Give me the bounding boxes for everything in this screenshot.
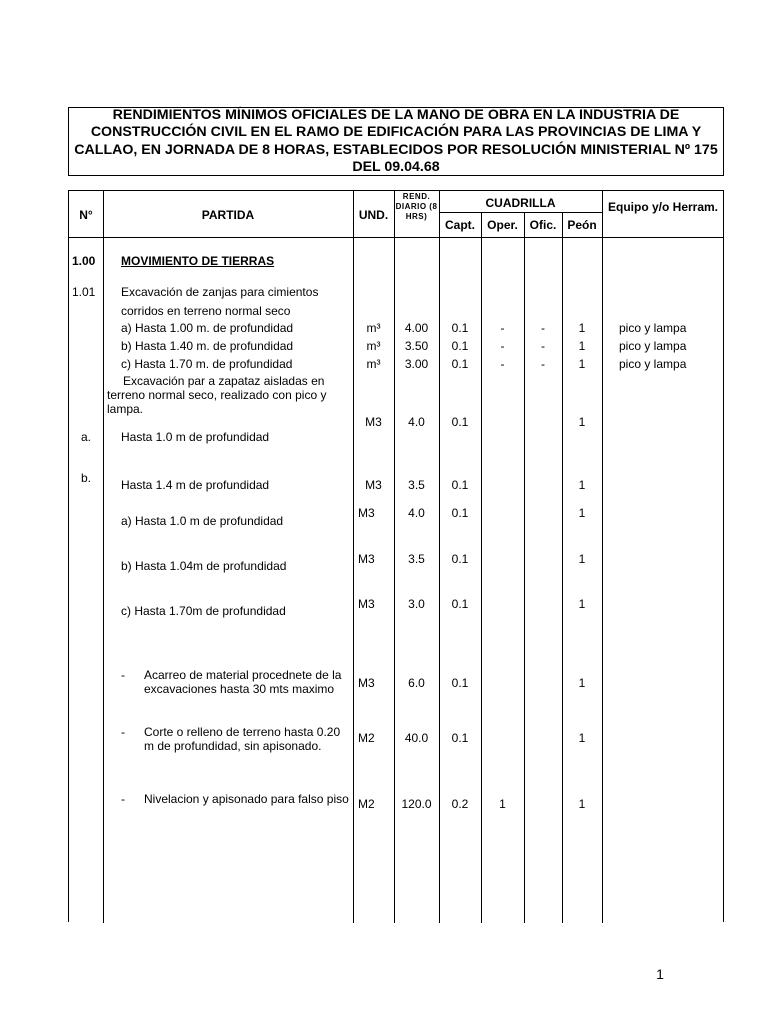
row-capt: 0.1 bbox=[451, 357, 469, 371]
row-letter: b. bbox=[81, 471, 92, 485]
header-ofic: Ofic. bbox=[529, 218, 557, 232]
row-ofic: - bbox=[541, 339, 545, 353]
row-peon: 1 bbox=[578, 552, 586, 566]
row-capt: 0.1 bbox=[451, 478, 469, 492]
row-rend: 3.50 bbox=[404, 339, 429, 353]
row-unit: M3 bbox=[358, 676, 375, 690]
header-oper: Oper. bbox=[487, 218, 518, 232]
row-capt: 0.1 bbox=[451, 731, 469, 745]
item-description-line: Excavación de zanjas para cimientos bbox=[121, 285, 319, 299]
row-peon: 1 bbox=[578, 597, 586, 611]
header-capt: Capt. bbox=[445, 218, 475, 232]
col-divider bbox=[481, 212, 482, 923]
row-unit: M3 bbox=[358, 552, 375, 566]
col-divider bbox=[602, 191, 603, 923]
row-rend: 6.0 bbox=[408, 676, 425, 690]
cuadrilla-divider bbox=[439, 212, 602, 213]
col-divider bbox=[103, 191, 104, 923]
row-peon: 1 bbox=[578, 478, 586, 492]
row-rend: 3.0 bbox=[408, 597, 425, 611]
header-n: N° bbox=[79, 208, 93, 222]
header-und: UND. bbox=[358, 208, 389, 222]
header-bottom-line bbox=[69, 237, 724, 238]
row-peon: 1 bbox=[578, 321, 586, 335]
row-peon: 1 bbox=[578, 357, 586, 371]
document-title: RENDIMIENTOS MÍNIMOS OFICIALES DE LA MANO DE OBRA EN LA INDUSTRIA DE CONSTRUCCIÓN CIVIL EN EL RAMO DE EDIFICACIÓN PARA LAS PROVINCIAS DE LIMA Y CALLAO, EN JORNADA DE 8 HORAS, ESTABLECIDOS POR RESOLUCIÓN MINISTERIAL Nº 175 DEL 09.04.68 bbox=[74, 106, 718, 175]
row-description: a) Hasta 1.0 m de profundidad bbox=[121, 514, 284, 528]
item-number: 1.01 bbox=[72, 285, 96, 299]
row-unit: m³ bbox=[366, 321, 381, 335]
row-unit: M2 bbox=[358, 731, 375, 745]
row-unit: M3 bbox=[365, 478, 382, 492]
row-description: Acarreo de material procednete de la excavaciones hasta 30 mts maximo bbox=[144, 668, 342, 696]
row-capt: 0.2 bbox=[451, 797, 469, 811]
row-unit: M2 bbox=[358, 797, 375, 811]
header-peon: Peón bbox=[567, 218, 597, 232]
row-peon: 1 bbox=[578, 676, 586, 690]
row-rend: 4.00 bbox=[404, 321, 429, 335]
row-peon: 1 bbox=[578, 506, 586, 520]
header-rend: REND. DIARIO (8 HRS) bbox=[395, 192, 438, 221]
row-capt: 0.1 bbox=[451, 506, 469, 520]
row-description: Corte o relleno de terreno hasta 0.20 m de profundidad, sin apisonado. bbox=[144, 725, 341, 753]
row-rend: 3.5 bbox=[408, 552, 425, 566]
row-bullet: - bbox=[121, 792, 125, 806]
row-description: a) Hasta 1.00 m. de profundidad bbox=[121, 321, 294, 335]
row-description: Hasta 1.0 m de profundidad bbox=[121, 430, 270, 444]
row-rend: 3.00 bbox=[404, 357, 429, 371]
row-capt: 0.1 bbox=[451, 552, 469, 566]
row-description: Nivelacion y apisonado para falso piso bbox=[144, 792, 349, 806]
row-peon: 1 bbox=[578, 415, 586, 429]
row-oper: - bbox=[500, 339, 505, 353]
row-unit: M3 bbox=[358, 597, 375, 611]
row-capt: 0.1 bbox=[451, 415, 469, 429]
row-description: c) Hasta 1.70m de profundidad bbox=[121, 604, 286, 618]
page-number: 1 bbox=[656, 966, 664, 982]
header-partida: PARTIDA bbox=[201, 208, 255, 222]
row-oper: - bbox=[500, 321, 505, 335]
col-divider bbox=[562, 212, 563, 923]
section-number: 1.00 bbox=[72, 254, 96, 268]
row-description: c) Hasta 1.70 m. de profundidad bbox=[121, 357, 293, 371]
row-bullet: - bbox=[121, 725, 125, 739]
row-letter: a. bbox=[81, 430, 92, 444]
item-description-line: corridos en terreno normal seco bbox=[121, 304, 291, 318]
row-description: b) Hasta 1.04m de profundidad bbox=[121, 559, 287, 573]
row-capt: 0.1 bbox=[451, 676, 469, 690]
row-capt: 0.1 bbox=[451, 339, 469, 353]
row-bullet: - bbox=[121, 668, 125, 682]
row-equipo: pico y lampa bbox=[619, 321, 687, 335]
row-peon: 1 bbox=[578, 731, 586, 745]
row-unit: M3 bbox=[365, 415, 382, 429]
row-unit: m³ bbox=[366, 357, 381, 371]
row-rend: 4.0 bbox=[408, 415, 425, 429]
row-oper: - bbox=[500, 357, 505, 371]
row-peon: 1 bbox=[578, 797, 586, 811]
rendimientos-table bbox=[68, 190, 724, 922]
zapatas-description: Excavación par a zapataz aisladas en terreno normal seco, realizado con pico y lampa. bbox=[107, 374, 327, 416]
row-rend: 3.5 bbox=[408, 478, 425, 492]
row-unit: m³ bbox=[366, 339, 381, 353]
document-title-box bbox=[68, 107, 724, 176]
row-description: b) Hasta 1.40 m. de profundidad bbox=[121, 339, 294, 353]
row-unit: M3 bbox=[358, 506, 375, 520]
header-equipo: Equipo y/o Herram. bbox=[607, 200, 719, 214]
row-ofic: - bbox=[541, 357, 545, 371]
row-rend: 4.0 bbox=[408, 506, 425, 520]
row-peon: 1 bbox=[578, 339, 586, 353]
row-oper: 1 bbox=[499, 797, 506, 811]
header-cuadrilla: CUADRILLA bbox=[485, 196, 556, 210]
col-divider bbox=[353, 191, 354, 923]
section-name: MOVIMIENTO DE TIERRAS bbox=[121, 254, 275, 268]
row-rend: 40.0 bbox=[404, 731, 429, 745]
row-capt: 0.1 bbox=[451, 597, 469, 611]
row-description: Hasta 1.4 m de profundidad bbox=[121, 478, 270, 492]
row-equipo: pico y lampa bbox=[619, 339, 687, 353]
row-ofic: - bbox=[541, 321, 545, 335]
col-divider bbox=[524, 212, 525, 923]
row-equipo: pico y lampa bbox=[619, 357, 687, 371]
row-rend: 120.0 bbox=[401, 797, 432, 811]
row-capt: 0.1 bbox=[451, 321, 469, 335]
